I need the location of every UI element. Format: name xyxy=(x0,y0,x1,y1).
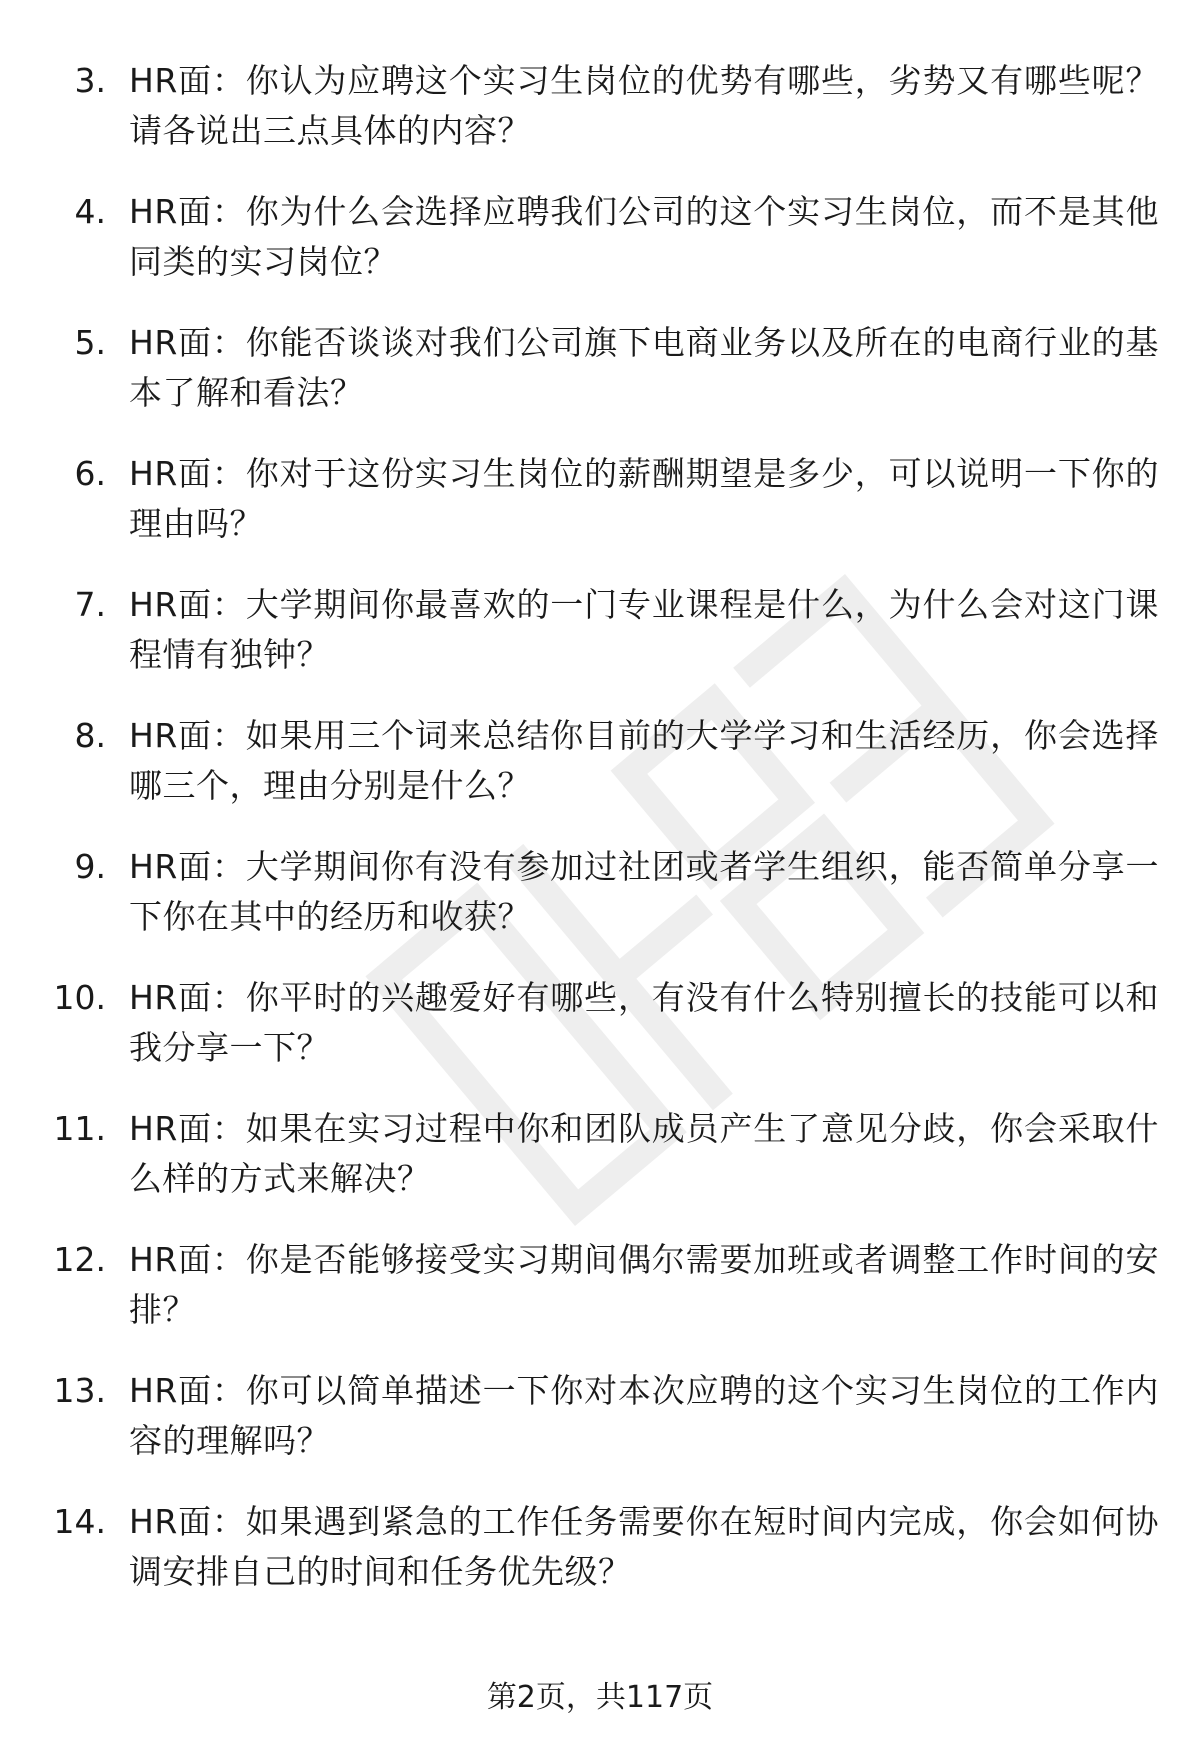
question-number: 4. xyxy=(74,192,106,231)
question-item xyxy=(0,1235,1200,1366)
question-text: HR面：如果用三个词来总结你目前的大学学习和生活经历，你会选择哪三个，理由分别是什么？ xyxy=(129,716,1159,805)
question-text: HR面：你平时的兴趣爱好有哪些，有没有什么特别擅长的技能可以和我分享一下？ xyxy=(129,978,1159,1067)
question-text: HR面：大学期间你有没有参加过社团或者学生组织，能否简单分享一下你在其中的经历和收获？ xyxy=(129,847,1159,936)
question-item xyxy=(0,449,1200,580)
question-text: HR面：你可以简单描述一下你对本次应聘的这个实习生岗位的工作内容的理解吗？ xyxy=(129,1371,1159,1460)
question-text: HR面：大学期间你最喜欢的一门专业课程是什么，为什么会对这门课程情有独钟？ xyxy=(129,585,1159,674)
question-text: HR面：你认为应聘这个实习生岗位的优势有哪些，劣势又有哪些呢？请各说出三点具体的内容？ xyxy=(129,61,1159,150)
question-text: HR面：你是否能够接受实习期间偶尔需要加班或者调整工作时间的安排？ xyxy=(129,1240,1159,1329)
question-item xyxy=(0,56,1200,187)
question-item xyxy=(0,580,1200,711)
question-number: 3. xyxy=(74,61,106,100)
question-list xyxy=(0,56,1200,1628)
question-number: 7. xyxy=(74,585,106,624)
question-text: HR面：你能否谈谈对我们公司旗下电商业务以及所在的电商行业的基本了解和看法？ xyxy=(129,323,1159,412)
question-number: 14. xyxy=(53,1502,106,1541)
question-number: 11. xyxy=(53,1109,106,1148)
page-footer: 第2页，共117页 xyxy=(486,1680,714,1715)
question-item xyxy=(0,1497,1200,1628)
question-number: 10. xyxy=(53,978,106,1017)
question-item xyxy=(0,711,1200,842)
question-number: 12. xyxy=(53,1240,106,1279)
question-item xyxy=(0,187,1200,318)
question-item xyxy=(0,1104,1200,1235)
question-number: 5. xyxy=(74,323,106,362)
question-text: HR面：你为什么会选择应聘我们公司的这个实习生岗位，而不是其他同类的实习岗位？ xyxy=(129,192,1159,281)
question-text: HR面：如果在实习过程中你和团队成员产生了意见分歧，你会采取什么样的方式来解决？ xyxy=(129,1109,1159,1198)
question-number: 9. xyxy=(74,847,106,886)
question-text: HR面：如果遇到紧急的工作任务需要你在短时间内完成，你会如何协调安排自己的时间和任务优先级？ xyxy=(129,1502,1159,1591)
question-item xyxy=(0,842,1200,973)
question-item xyxy=(0,973,1200,1104)
question-number: 8. xyxy=(74,716,106,755)
question-text: HR面：你对于这份实习生岗位的薪酬期望是多少，可以说明一下你的理由吗？ xyxy=(129,454,1159,543)
question-number: 6. xyxy=(74,454,106,493)
question-number: 13. xyxy=(53,1371,106,1410)
question-item xyxy=(0,318,1200,449)
question-item xyxy=(0,1366,1200,1497)
